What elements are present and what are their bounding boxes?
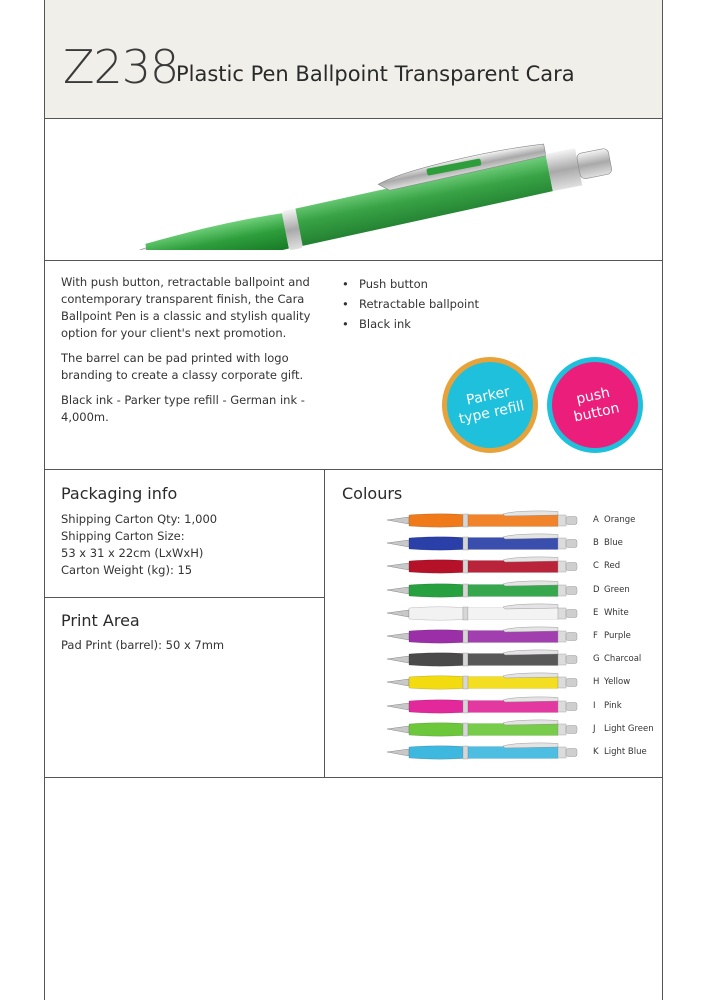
- product-code: Z238: [63, 40, 179, 94]
- description-paragraph: Black ink - Parker type refill - German ink - 4,000m.: [61, 393, 305, 424]
- packaging-line: Carton Weight (kg): 15: [61, 563, 193, 577]
- divider: [44, 469, 663, 470]
- colour-label: [593, 631, 631, 641]
- packaging-line: 53 x 31 x 22cm (LxWxH): [61, 546, 204, 560]
- colour-letter: J: [593, 723, 596, 734]
- colour-row: [385, 601, 645, 624]
- colour-letter: E: [593, 607, 599, 618]
- pen-swatch-icon: [385, 602, 580, 622]
- colour-letter: K: [593, 746, 599, 757]
- pen-swatch-icon: [385, 718, 580, 738]
- parker-refill-badge: [442, 357, 538, 453]
- colour-name: Blue: [604, 538, 623, 549]
- feature-list: [342, 274, 479, 334]
- colour-row: [385, 578, 645, 601]
- print-area-title: Print Area: [61, 611, 140, 630]
- colour-letter: I: [593, 700, 596, 711]
- pen-swatch-icon: [385, 532, 580, 552]
- colour-name: Light Blue: [604, 746, 647, 757]
- packaging-line: Shipping Carton Qty: 1,000: [61, 512, 218, 526]
- colour-letter: F: [593, 630, 598, 641]
- colour-row: [385, 554, 645, 577]
- colours-title: Colours: [342, 484, 403, 503]
- colour-label: [593, 677, 630, 687]
- colour-name: White: [604, 607, 629, 618]
- pen-image: [80, 140, 640, 250]
- print-area-line: Pad Print (barrel): 50 x 7mm: [61, 638, 225, 652]
- column-divider: [324, 469, 325, 777]
- colour-letter: B: [593, 538, 599, 549]
- colour-name: Charcoal: [604, 654, 642, 665]
- divider: [44, 260, 663, 261]
- badge-label: Parker type refill: [457, 383, 526, 428]
- header: [44, 0, 663, 119]
- pen-swatch-icon: [385, 509, 580, 529]
- colour-row: [385, 647, 645, 670]
- colour-letter: D: [593, 584, 600, 595]
- colour-letter: A: [593, 515, 599, 525]
- colour-name: Red: [604, 561, 621, 572]
- pen-swatch-icon: [385, 695, 580, 715]
- colour-name: Light Green: [604, 723, 654, 734]
- pen-swatch-icon: [385, 741, 580, 761]
- colour-row: [385, 694, 645, 717]
- divider: [44, 597, 325, 598]
- print-area-info: [61, 637, 224, 654]
- badge-label: push button: [572, 384, 621, 426]
- divider: [44, 777, 663, 778]
- colour-name: Orange: [604, 515, 636, 525]
- product-title: Plastic Pen Ballpoint Transparent Cara: [176, 62, 575, 86]
- pen-swatch-icon: [385, 671, 580, 691]
- colour-row: [385, 624, 645, 647]
- colour-name: Yellow: [604, 677, 631, 688]
- colour-label: [593, 608, 629, 618]
- colour-label: [593, 585, 630, 595]
- description: [61, 274, 311, 434]
- pen-swatch-icon: [385, 579, 580, 599]
- colour-row: [385, 740, 645, 763]
- colour-letter: C: [593, 561, 599, 572]
- colour-letter: G: [593, 654, 600, 665]
- colour-row: [385, 670, 645, 693]
- pen-swatch-icon: [385, 625, 580, 645]
- colour-row: [385, 531, 645, 554]
- pen-swatch-icon: [385, 648, 580, 668]
- colour-name: Green: [604, 584, 630, 595]
- colour-label: [593, 515, 635, 525]
- colour-row: [385, 508, 645, 531]
- colour-letter: H: [593, 677, 600, 688]
- description-paragraph: With push button, retractable ballpoint and contemporary transparent finish, the Cara Ballpoint Pen is a classic and stylish quality option for your client's next promotion.: [61, 275, 311, 340]
- feature-item: • Retractable ballpoint: [342, 294, 479, 314]
- colour-label: [593, 701, 622, 711]
- feature-item: • Push button: [342, 274, 479, 294]
- colour-name: Purple: [604, 630, 631, 641]
- colour-label: [593, 538, 623, 548]
- colour-row: [385, 717, 654, 740]
- colour-list: [385, 508, 654, 763]
- colour-label: [593, 724, 654, 734]
- colour-label: [593, 747, 647, 757]
- feature-item: • Black ink: [342, 314, 479, 334]
- description-paragraph: The barrel can be pad printed with logo branding to create a classy corporate gift.: [61, 351, 304, 382]
- pen-swatch-icon: [385, 555, 580, 575]
- push-button-badge: [547, 357, 643, 453]
- packaging-title: Packaging info: [61, 484, 178, 503]
- colour-name: Pink: [604, 700, 622, 711]
- packaging-info: [61, 511, 217, 579]
- colour-label: [593, 654, 641, 664]
- colour-label: [593, 561, 620, 571]
- packaging-line: Shipping Carton Size:: [61, 529, 185, 543]
